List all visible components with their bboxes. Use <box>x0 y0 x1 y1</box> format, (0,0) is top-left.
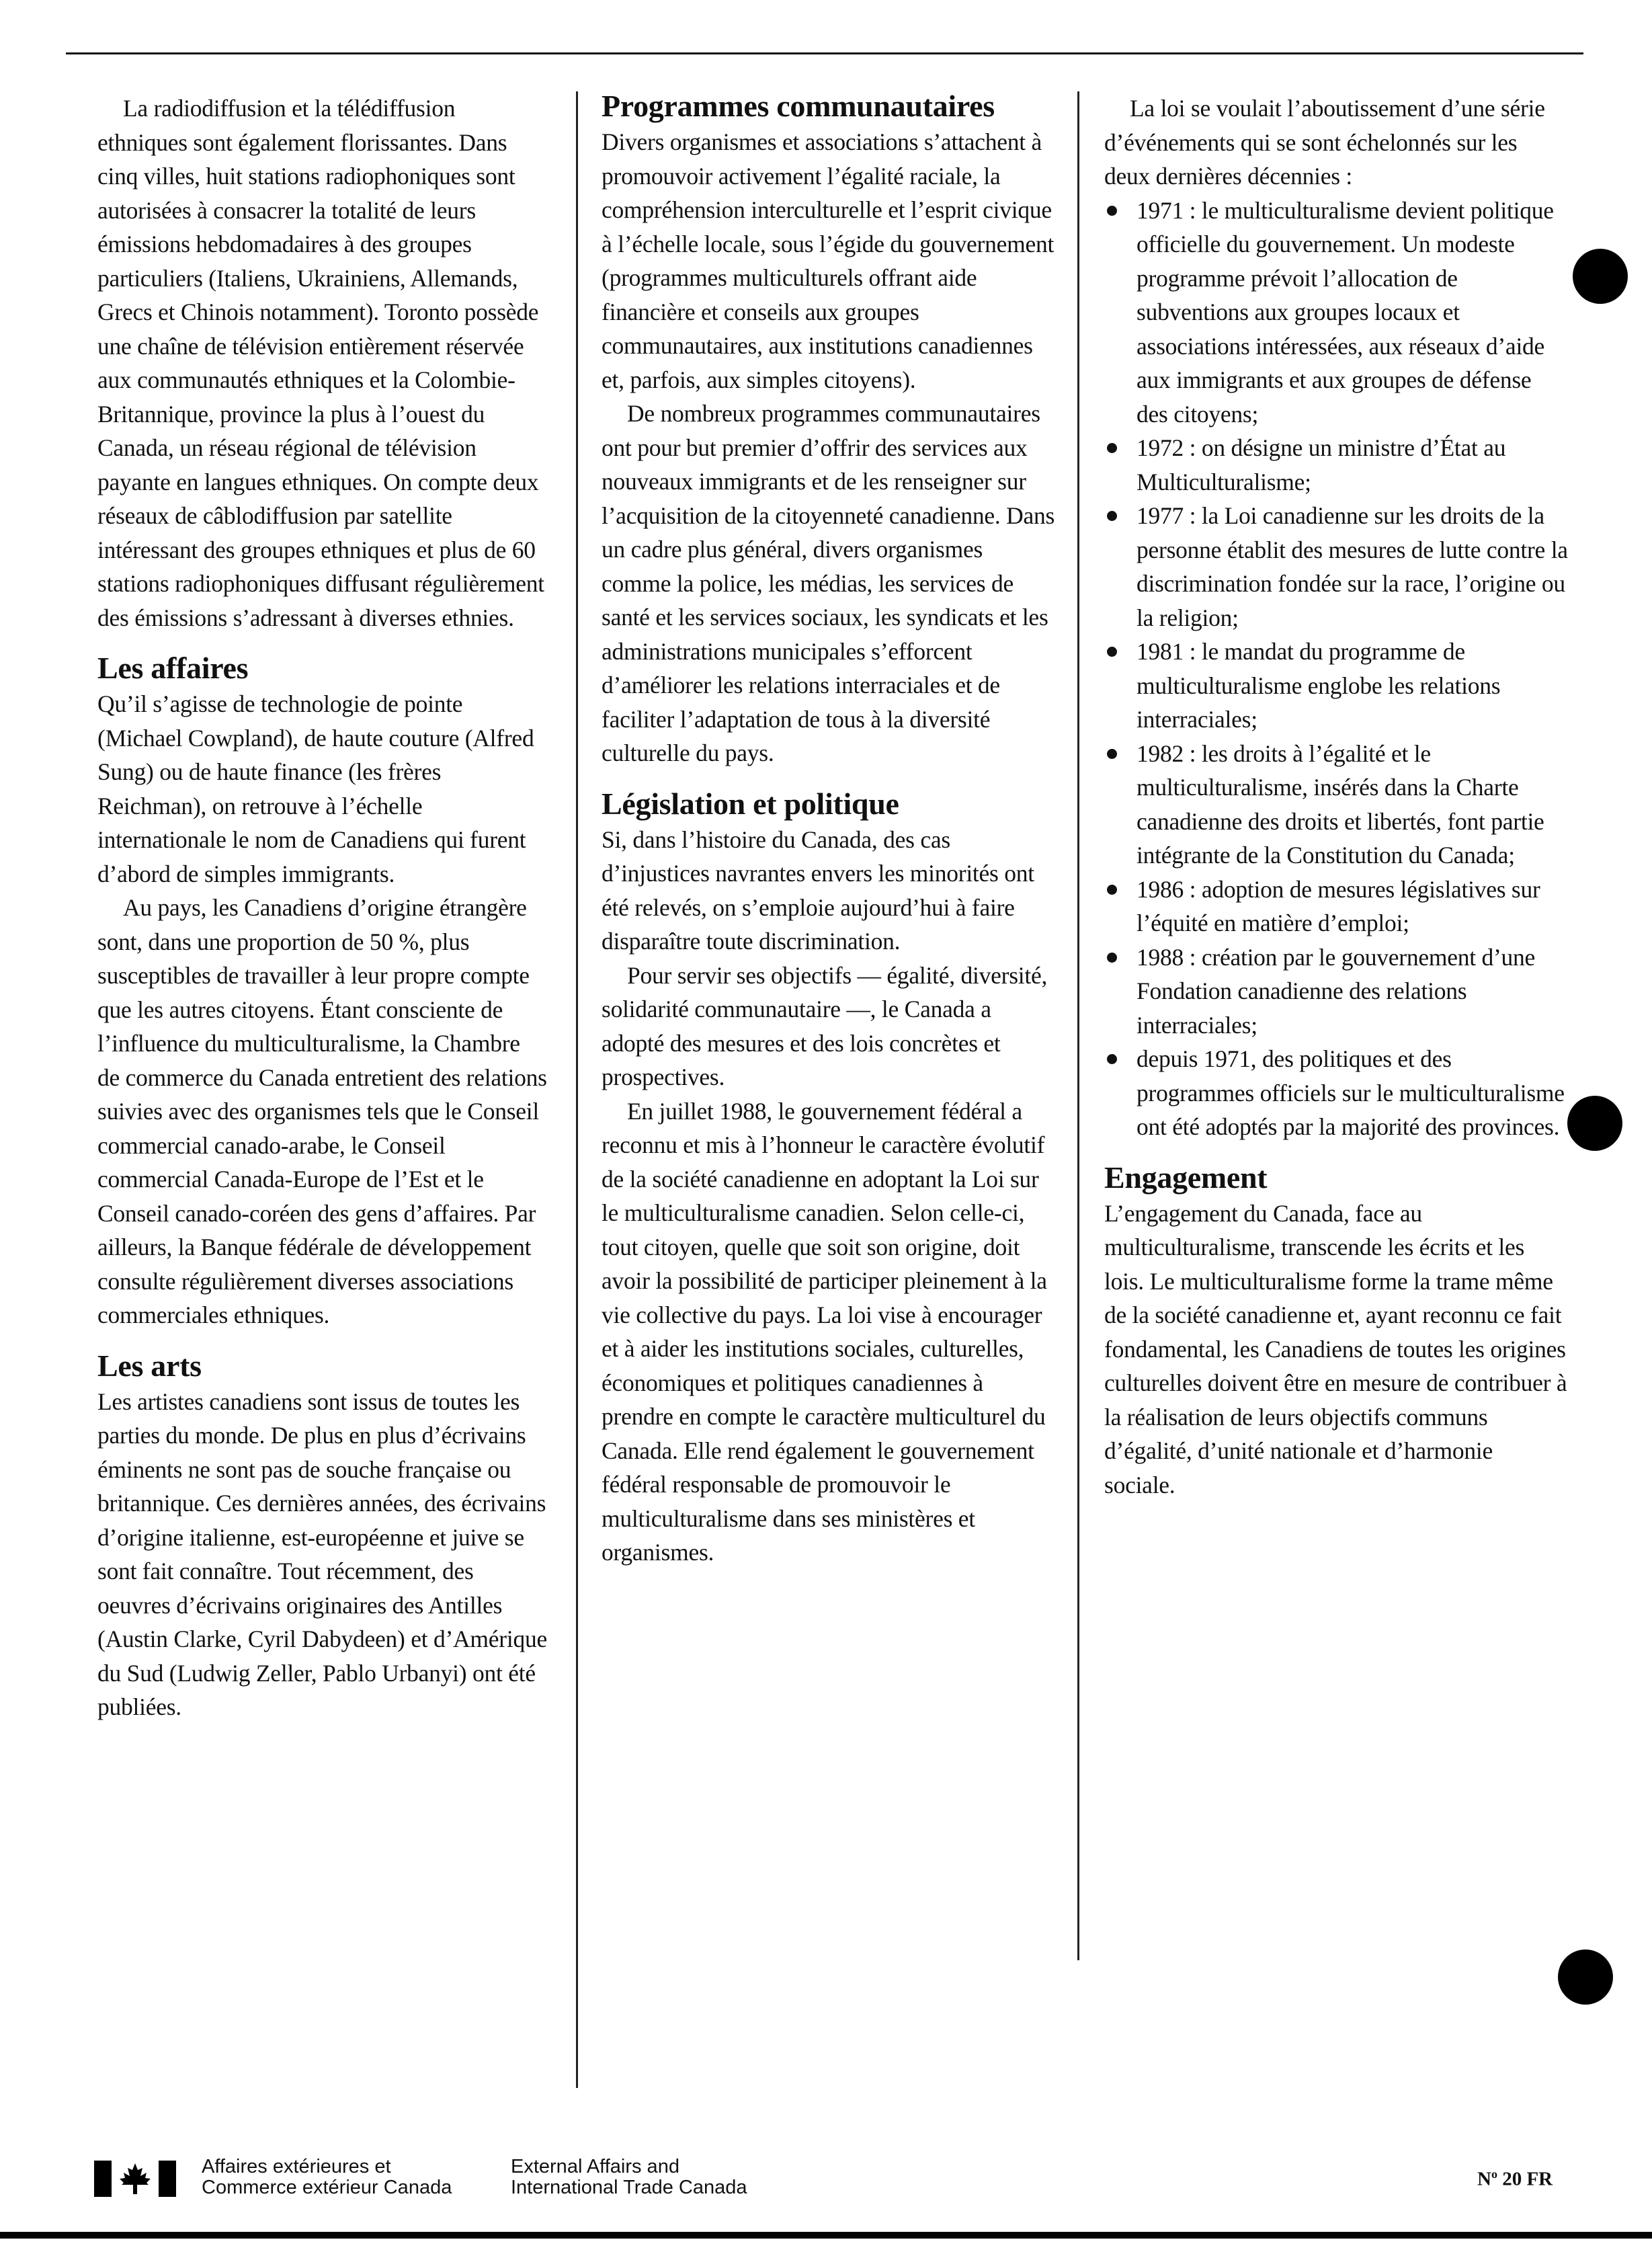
punch-hole-middle <box>1567 1096 1622 1151</box>
department-en-line-2: International Trade Canada <box>511 2177 747 2198</box>
heading-arts: Les arts <box>97 1348 202 1383</box>
paragraph-broadcasting: La radiodiffusion et la télédiffusion ethniques sont également florissantes. Dans cinq villes, huit stations radiophoniques sont autorisées à consacrer la totalité de leurs émissions hebdomadaires à des groupes particuliers (Italiens, Ukrainiens, Allemands, Grecs et Chinois notamment). Toronto possède une chaîne de télévision entièrement réservée aux communautés ethniques et la Colombie-Britannique, province la plus à l’ouest du Canada, un réseau régional de télévision payante en langues ethniques. On compte deux réseaux de câblodiffusion par satellite intéressant des groupes ethniques et plus de 60 stations radiophoniques diffusant régulièrement des émissions s’adressant à diverses ethnies. <box>97 95 544 631</box>
heading-business: Les affaires <box>97 651 249 685</box>
list-item: 1972 : on désigne un ministre d’État au Multiculturalisme; <box>1104 431 1568 499</box>
department-fr-line-2: Commerce extérieur Canada <box>202 2177 452 2198</box>
paragraph-community-1: Divers organismes et associations s’attachent à promouvoir activement l’égalité raciale, la compréhension interculturelle et l’esprit civique à l’échelle locale, sous l’égide du gouvernement (programmes multiculturels offrant aide financière et conseils aux groupes communautaires, aux institutions canadiennes et, parfois, aux simples citoyens). <box>602 128 1055 393</box>
list-item: 1982 : les droits à l’égalité et le multiculturalisme, insérés dans la Charte canadienne des droits et libertés, font partie intégrante de la Constitution du Canada; <box>1104 737 1568 873</box>
list-item: 1977 : la Loi canadienne sur les droits de la personne établit des mesures de lutte contre la discrimination fondée sur la race, l’origine ou la religion; <box>1104 499 1568 635</box>
department-fr-line-1: Affaires extérieures et <box>202 2156 391 2177</box>
paragraph-arts: Les artistes canadiens sont issus de toutes les parties du monde. De plus en plus d’écrivains éminents ne sont pas de souche française ou britannique. Ces dernières années, des écrivains d’origine italienne, est-européenne et juive se sont fait connaître. Tout récemment, des oeuvres d’écrivains originaires des Antilles (Austin Clarke, Cyril Dabydeen) et d’Amérique du Sud (Ludwig Zeller, Pablo Urbanyi) ont été publiées. <box>97 1388 547 1720</box>
list-item: depuis 1971, des politiques et des programmes officiels sur le multiculturalisme ont été adoptés par la majorité des provinces. <box>1104 1042 1568 1144</box>
list-item: 1988 : création par le gouvernement d’une Fondation canadienne des relations interraciales; <box>1104 940 1568 1043</box>
department-en-line-1: External Affairs and <box>511 2156 679 2177</box>
list-item: 1971 : le multiculturalisme devient politique officielle du gouvernement. Un modeste programme prévoit l’allocation de subventions aux groupes locaux et associations intéressées, aux réseaux d’aide aux immigrants et aux groupes de défense des citoyens; <box>1104 194 1568 432</box>
paragraph-community-2: De nombreux programmes communautaires ont pour but premier d’offrir des services aux nouveaux immigrants et de les renseigner sur l’acquisition de la citoyenneté canadienne. Dans un cadre plus général, divers organismes comme la police, les médias, les services de santé et les services sociaux, les syndicats et les administrations municipales s’efforcent d’améliorer les relations interraciales et de faciliter l’adaptation de tous à la diversité culturelle du pays. <box>602 400 1055 766</box>
issue-number <box>1477 2167 1553 2191</box>
timeline-list <box>1104 194 1568 1144</box>
bottom-rule <box>0 2232 1652 2239</box>
list-item: 1986 : adoption de mesures législatives sur l’équité en matière d’emploi; <box>1104 873 1568 940</box>
column-3 <box>1104 91 1568 1502</box>
issue-sup: o <box>1491 2167 1497 2181</box>
issue-prefix: N <box>1477 2168 1491 2190</box>
heading-community-programs: Programmes communautaires <box>602 89 995 123</box>
paragraph-timeline-intro: La loi se voulait l’aboutissement d’une série d’événements qui se sont échelonnés sur les deux dernières décennies : <box>1104 95 1545 190</box>
paragraph-business-1: Qu’il s’agisse de technologie de pointe (Michael Cowpland), de haute couture (Alfred Sung) ou de haute finance (les frères Reichman), on retrouve à l’échelle internationale le nom de Canadiens qui furent d’abord de simples immigrants. <box>97 690 534 887</box>
paragraph-legislation-1: Si, dans l’histoire du Canada, des cas d’injustices navrantes envers les minorités ont été relevés, on s’emploie aujourd’hui à faire disparaître toute discrimination. <box>602 826 1034 955</box>
heading-legislation: Législation et politique <box>602 786 899 821</box>
column-1 <box>97 91 548 1724</box>
paragraph-legislation-3: En juillet 1988, le gouvernement fédéral a reconnu et mis à l’honneur le caractère évolutif de la société canadienne en adoptant la Loi sur le multiculturalisme canadien. Selon celle-ci, tout citoyen, quelle que soit son origine, doit avoir la possibilité de participer pleinement à la vie collective du pays. La loi vise à encourager et à aider les institutions sociales, culturelles, économiques et politiques canadiennes à prendre en compte le caractère multiculturel du Canada. Elle rend également le gouvernement fédéral responsable de promouvoir le multiculturalisme dans ses ministères et organismes. <box>602 1097 1047 1566</box>
paragraph-business-2: Au pays, les Canadiens d’origine étrangère sont, dans une proportion de 50 %, plus susceptibles de travailler à leur propre compte que les autres citoyens. Étant consciente de l’influence du multiculturalisme, la Chambre de commerce du Canada entretient des relations suivies avec des organismes tels que le Conseil commercial canado-arabe, le Conseil commercial Canada-Europe de l’Est et le Conseil canado-coréen des gens d’affaires. Par ailleurs, la Banque fédérale de développement consulte régulièrement diverses associations commerciales ethniques. <box>97 894 547 1328</box>
punch-hole-bottom <box>1558 1949 1613 2005</box>
column-divider-right <box>1077 91 1079 1960</box>
column-divider-left <box>576 91 578 2088</box>
canada-flag-icon <box>94 2158 176 2200</box>
paragraph-legislation-2: Pour servir ses objectifs — égalité, diversité, solidarité communautaire —, le Canada a adopté des mesures et des lois concrètes et prospectives. <box>602 961 1048 1090</box>
department-name-en <box>511 2157 747 2198</box>
issue-value: 20 FR <box>1497 2168 1553 2190</box>
column-2 <box>602 91 1056 1570</box>
department-name-fr <box>202 2157 452 2198</box>
punch-hole-top <box>1573 249 1628 304</box>
list-item: 1981 : le mandat du programme de multiculturalisme englobe les relations interraciales; <box>1104 635 1568 737</box>
heading-engagement: Engagement <box>1104 1160 1268 1195</box>
top-rule <box>66 52 1583 54</box>
paragraph-engagement: L’engagement du Canada, face au multiculturalisme, transcende les écrits et les lois. Le multiculturalisme forme la trame même de la société canadienne et, ayant reconnu ce fait fondamental, les Canadiens de toutes les origines culturelles doivent être en mesure de contribuer à la réalisation de leurs objectifs communs d’égalité, d’unité nationale et d’harmonie sociale. <box>1104 1199 1567 1498</box>
